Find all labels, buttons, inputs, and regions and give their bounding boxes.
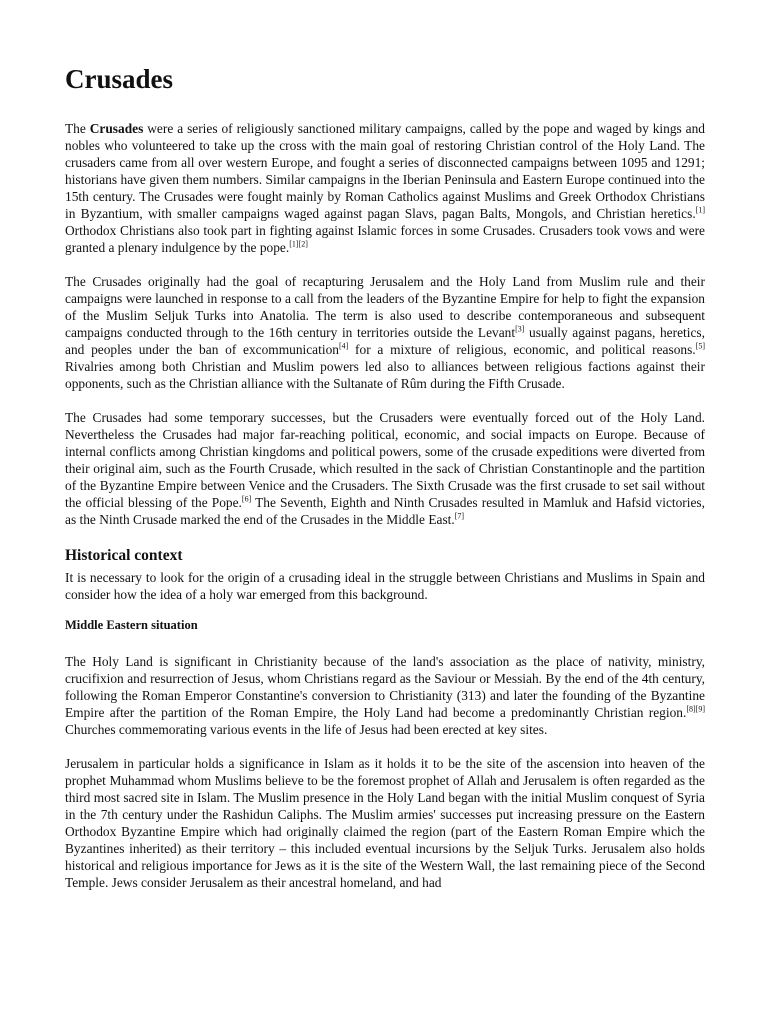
reference-link[interactable]: [3] xyxy=(515,324,525,334)
reference-link[interactable]: [6] xyxy=(241,494,252,504)
reference-link[interactable]: [1] xyxy=(695,205,705,215)
section-heading-historical-context: Historical context xyxy=(65,547,183,564)
reference-link[interactable]: [5] xyxy=(695,341,705,351)
page-title: Crusades xyxy=(65,64,174,94)
reference-link[interactable]: [1][2] xyxy=(289,239,308,249)
middle-eastern-paragraph-1: The Holy Land is significant in Christianity because of the land's association as the place of nativity, ministry, crucifixion and resurrection of Jesus, whom Christians regard as the Saviour or Messiah. By the end of the 4th century, following the Roman Emperor Constantine's conversion to Christianity (313) and later the founding of the Byzantine Empire after the partition of the Roman Empire, the Holy Land had become a predominantly Christian region.[8][9] Churches commemorating various events in the life of Jesus had been erected at key sites. xyxy=(65,654,705,737)
intro-paragraph-2: The Crusades originally had the goal of recapturing Jerusalem and the Holy Land from Muslim rule and their campaigns were launched in response to a call from the leaders of the Byzantine Empire for help to fight the expansion of the Muslim Seljuk Turks into Anatolia. The term is also used to describe contemporaneous and subsequent campaigns conducted through to the 16th century in territories outside the Levant[3] usually against pagans, heretics, and peoples under the ban of excommunication[4] for a mixture of religious, economic, and political reasons.[5] Rivalries among both Christian and Muslim powers led also to alliances between religious factions against their opponents, such as the Christian alliance with the Sultanate of Rûm during the Fifth Crusade. xyxy=(65,274,705,391)
reference-link[interactable]: [4] xyxy=(338,341,349,351)
bold-term: Crusades xyxy=(89,121,144,136)
middle-eastern-paragraph-2: Jerusalem in particular holds a significance in Islam as it holds it to be the site of the ascension into heaven of the prophet Muhammad whom Muslims believe to be the foremost prophet of Allah and Jerusalem is often regarded as the third most sacred site in Islam. The Muslim presence in the Holy Land began with the initial Muslim conquest of Syria in the 7th century under the Rashidun Caliphs. The Muslim armies' successes put increasing pressure on the Eastern Orthodox Byzantine Empire which had originally claimed the region (part of the Eastern Roman Empire which the Byzantines inherited) as their territory – this included eventual incursions by the Seljuk Turks. Jerusalem also holds historical and religious importance for Jews as it is the site of the Western Wall, the last remaining piece of the Second Temple. Jews consider Jerusalem as their ancestral homeland, and had xyxy=(65,756,705,890)
subsection-heading-middle-eastern: Middle Eastern situation xyxy=(65,618,198,632)
historical-context-paragraph: It is necessary to look for the origin of a crusading ideal in the struggle between Christians and Muslims in Spain and consider how the idea of a holy war emerged from this background. xyxy=(65,570,705,602)
intro-paragraph-1: The Crusades were a series of religiously sanctioned military campaigns, called by the pope and waged by kings and nobles who volunteered to take up the cross with the main goal of restoring Christian control of the Holy Land. The crusaders came from all over western Europe, and fought a series of disconnected campaigns between 1095 and 1291; historians have given them numbers. Similar campaigns in the Iberian Peninsula and Eastern Europe continued into the 15th century. The Crusades were fought mainly by Roman Catholics against Muslims and Greek Orthodox Christians in Byzantium, with smaller campaigns waged against pagan Slavs, pagan Balts, Mongols, and Christian heretics.[1] Orthodox Christians also took part in fighting against Islamic forces in some Crusades. Crusaders took vows and were granted a plenary indulgence by the pope.[1][2] xyxy=(65,121,705,255)
intro-paragraph-3: The Crusades had some temporary successes, but the Crusaders were eventually forced out of the Holy Land. Nevertheless the Crusades had major far-reaching political, economic, and social impacts on Europe. Because of internal conflicts among Christian kingdoms and political powers, some of the crusade expeditions were diverted from their original aim, such as the Fourth Crusade, which resulted in the sack of Christian Constantinople and the partition of the Byzantine Empire between Venice and the Crusaders. The Sixth Crusade was the first crusade to set sail without the official blessing of the Pope.[6] The Seventh, Eighth and Ninth Crusades resulted in Mamluk and Hafsid victories, as the Ninth Crusade marked the end of the Crusades in the Middle East.[7] xyxy=(65,410,705,527)
reference-link[interactable]: [7] xyxy=(454,511,465,521)
reference-link[interactable]: [8][9] xyxy=(686,704,705,714)
intro-section xyxy=(65,120,705,528)
